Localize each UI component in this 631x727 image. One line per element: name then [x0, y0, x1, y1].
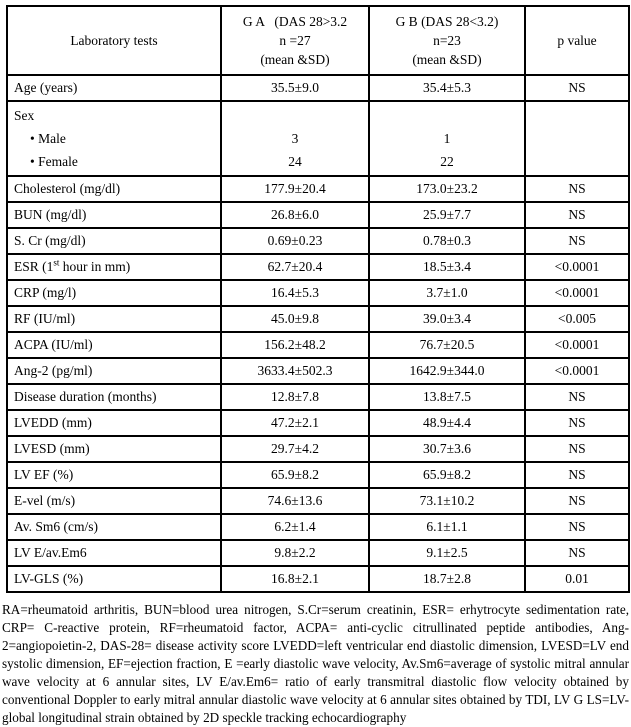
group-a-cell: 3 24 — [221, 101, 369, 176]
p-value-cell: NS — [525, 202, 629, 228]
group-a-cell: 62.7±20.4 — [221, 254, 369, 280]
table-row — [7, 436, 629, 462]
table-row — [7, 306, 629, 332]
group-b-cell: 18.7±2.8 — [369, 566, 525, 592]
row-label-cell: BUN (mg/dl) — [7, 202, 221, 228]
group-b-cell: 1 22 — [369, 101, 525, 176]
row-label-cell: ACPA (IU/ml) — [7, 332, 221, 358]
group-b-cell: 18.5±3.4 — [369, 254, 525, 280]
p-value-cell: <0.0001 — [525, 254, 629, 280]
group-a-cell: 74.6±13.6 — [221, 488, 369, 514]
p-value-cell: NS — [525, 176, 629, 202]
row-label-cell: Cholesterol (mg/dl) — [7, 176, 221, 202]
group-b-cell: 3.7±1.0 — [369, 280, 525, 306]
row-label-cell: S. Cr (mg/dl) — [7, 228, 221, 254]
table-row — [7, 228, 629, 254]
group-b-cell: 6.1±1.1 — [369, 514, 525, 540]
header-group-a-line1: G A (DAS 28>3.2 — [242, 14, 348, 29]
group-a-cell: 156.2±48.2 — [221, 332, 369, 358]
row-label-cell: Av. Sm6 (cm/s) — [7, 514, 221, 540]
row-label-cell: LVESD (mm) — [7, 436, 221, 462]
row-label-cell: E-vel (m/s) — [7, 488, 221, 514]
row-label-cell: LVEDD (mm) — [7, 410, 221, 436]
group-a-cell: 16.4±5.3 — [221, 280, 369, 306]
row-label-cell: Ang-2 (pg/ml) — [7, 358, 221, 384]
group-b-cell: 65.9±8.2 — [369, 462, 525, 488]
p-value-cell: NS — [525, 75, 629, 101]
p-value-cell: <0.005 — [525, 306, 629, 332]
group-a-cell: 65.9±8.2 — [221, 462, 369, 488]
p-value-cell: NS — [525, 410, 629, 436]
group-b-cell: 39.0±3.4 — [369, 306, 525, 332]
table-row — [7, 101, 629, 176]
group-a-cell: 12.8±7.8 — [221, 384, 369, 410]
header-p-value: p value — [525, 6, 629, 75]
abbreviations-footnote: RA=rheumatoid arthritis, BUN=blood urea nitrogen, S.Cr=serum creatinin, ESR= erhytrocyte sedimentation rate, CRP= C-reactive protein, RF=rheumatoid factor, ACPA= anti-cyclic citrullinated peptide antibodies, Ang-2=angiopoietin-2, DAS-28= disease activity score LVEDD=left ventricular end diastolic dimension, LVESD=LV end systolic dimension, EF=ejection fraction, E =early diastolic wave velocity, Av.Sm6=average of systolic mitral annular wave velocity at 6 annular sites, LV E/av.Em6= ratio of early transmitral diastolic flow velocity obtained by conventional Doppler to early mitral annular diastolic wave velocity at 6 annular sites obtained by TDI, LV G LS=LV-global longitudinal strain obtained by 2D speckle tracking echocardiography — [2, 602, 629, 725]
p-value-cell: NS — [525, 462, 629, 488]
group-a-cell: 26.8±6.0 — [221, 202, 369, 228]
group-a-cell: 0.69±0.23 — [221, 228, 369, 254]
group-b-cell: 1642.9±344.0 — [369, 358, 525, 384]
p-value-cell: NS — [525, 540, 629, 566]
row-label-cell: LV-GLS (%) — [7, 566, 221, 592]
table-row — [7, 332, 629, 358]
table-row — [7, 202, 629, 228]
header-laboratory-tests: Laboratory tests — [7, 6, 221, 75]
table-row — [7, 410, 629, 436]
p-value-cell: NS — [525, 228, 629, 254]
table-row — [7, 75, 629, 101]
p-value-cell: NS — [525, 436, 629, 462]
group-b-cell: 73.1±10.2 — [369, 488, 525, 514]
table-row — [7, 462, 629, 488]
lab-results-table — [6, 5, 630, 593]
group-b-cell: 9.1±2.5 — [369, 540, 525, 566]
group-b-cell: 13.8±7.5 — [369, 384, 525, 410]
group-b-cell: 30.7±3.6 — [369, 436, 525, 462]
group-a-cell: 9.8±2.2 — [221, 540, 369, 566]
table-header — [7, 6, 629, 75]
group-b-cell: 173.0±23.2 — [369, 176, 525, 202]
group-a-cell: 45.0±9.8 — [221, 306, 369, 332]
row-label-cell: LV EF (%) — [7, 462, 221, 488]
header-group-b — [369, 6, 525, 75]
header-group-b-line2: n=23 — [433, 33, 461, 48]
row-label-cell: Sex • Male • Female — [7, 101, 221, 176]
row-label-cell: ESR (1st hour in mm) — [7, 254, 221, 280]
table-row — [7, 514, 629, 540]
table-row — [7, 254, 629, 280]
row-label-cell: LV E/av.Em6 — [7, 540, 221, 566]
header-group-a — [221, 6, 369, 75]
header-group-b-line3: (mean &SD) — [412, 52, 482, 67]
table-row — [7, 384, 629, 410]
p-value-cell: 0.01 — [525, 566, 629, 592]
p-value-cell: NS — [525, 514, 629, 540]
row-label-cell: RF (IU/ml) — [7, 306, 221, 332]
table-row — [7, 280, 629, 306]
header-group-a-line3: (mean &SD) — [260, 52, 330, 67]
row-label-cell: Disease duration (months) — [7, 384, 221, 410]
group-a-cell: 35.5±9.0 — [221, 75, 369, 101]
p-value-cell: NS — [525, 384, 629, 410]
group-b-cell: 48.9±4.4 — [369, 410, 525, 436]
table-row — [7, 488, 629, 514]
p-value-cell: NS — [525, 488, 629, 514]
table-body — [7, 75, 629, 592]
group-a-cell: 6.2±1.4 — [221, 514, 369, 540]
header-group-b-line1: G B (DAS 28<3.2) — [395, 14, 499, 29]
p-value-cell — [525, 101, 629, 176]
row-label-cell: CRP (mg/l) — [7, 280, 221, 306]
bullet-item: • Female — [30, 154, 78, 169]
group-b-cell: 35.4±5.3 — [369, 75, 525, 101]
p-value-cell: <0.0001 — [525, 280, 629, 306]
header-row — [7, 6, 629, 75]
table-row — [7, 540, 629, 566]
bullet-item: • Male — [30, 131, 66, 146]
header-group-a-line2: n =27 — [279, 33, 311, 48]
p-value-cell: <0.0001 — [525, 358, 629, 384]
group-b-cell: 76.7±20.5 — [369, 332, 525, 358]
table-row — [7, 566, 629, 592]
group-a-cell: 16.8±2.1 — [221, 566, 369, 592]
p-value-cell: <0.0001 — [525, 332, 629, 358]
group-b-cell: 25.9±7.7 — [369, 202, 525, 228]
group-a-cell: 29.7±4.2 — [221, 436, 369, 462]
group-a-cell: 3633.4±502.3 — [221, 358, 369, 384]
group-b-cell: 0.78±0.3 — [369, 228, 525, 254]
row-label-cell: Age (years) — [7, 75, 221, 101]
group-a-cell: 177.9±20.4 — [221, 176, 369, 202]
table-row — [7, 358, 629, 384]
table-row — [7, 176, 629, 202]
group-a-cell: 47.2±2.1 — [221, 410, 369, 436]
